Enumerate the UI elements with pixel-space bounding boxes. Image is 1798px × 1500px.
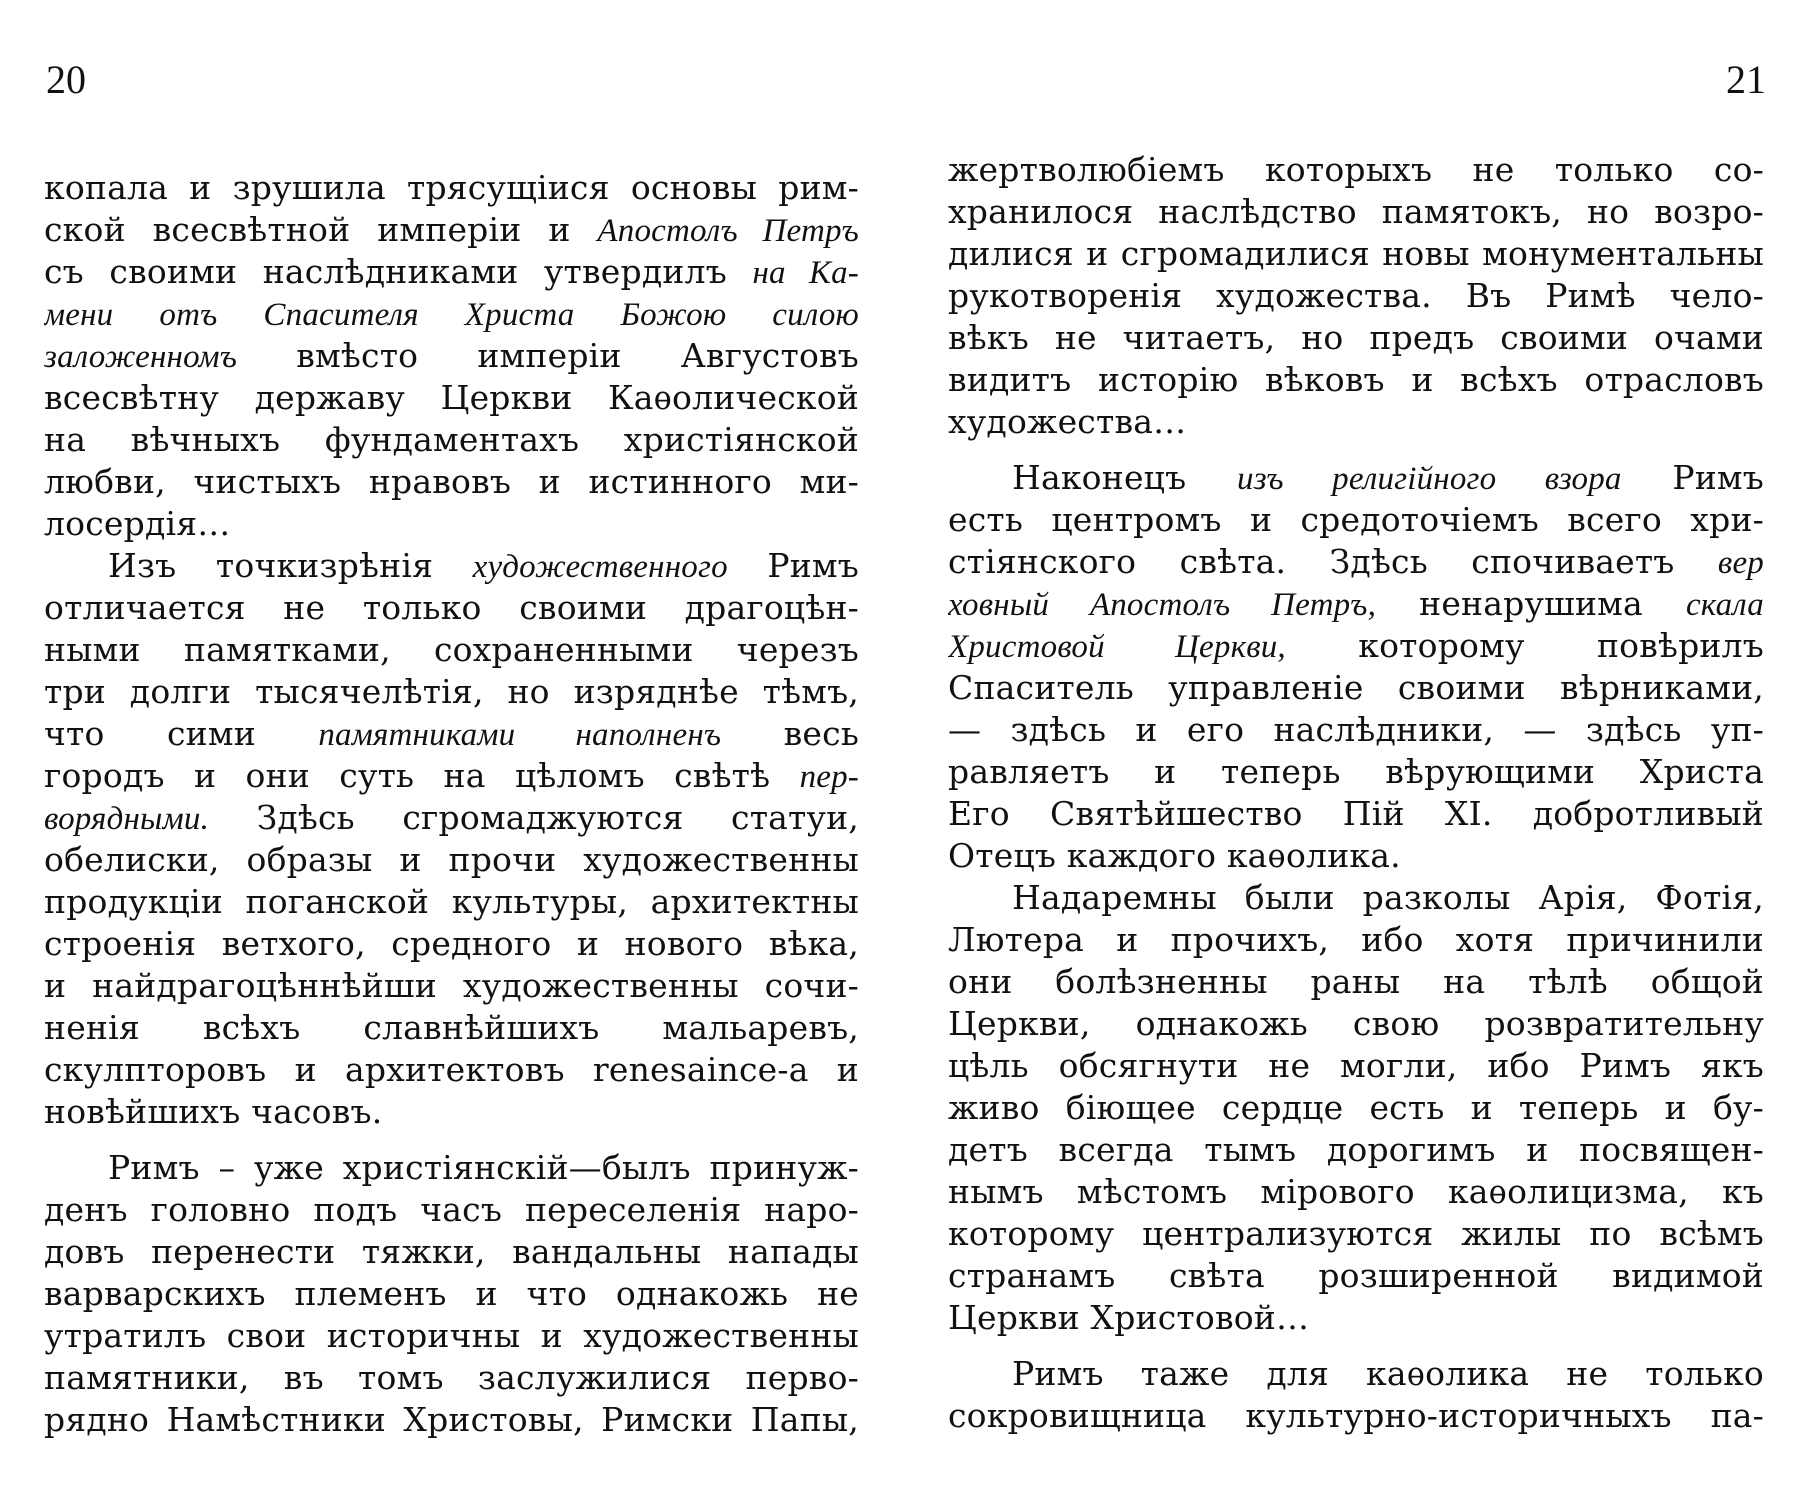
page-number-left: 20	[46, 57, 86, 102]
line-text: варварскихъ племенъ и что однакожь не	[44, 1274, 859, 1313]
text-line	[948, 1045, 1764, 1087]
line-text: новѣйшихъ часовъ.	[44, 1092, 383, 1131]
line-text: на вѣчныхъ фундаментахъ христіянской	[44, 420, 859, 459]
line-text: съ своими наслѣдниками утвердилъ	[44, 252, 753, 291]
line-text: три долги тысячелѣтія, но изряднѣе тѣмъ,	[44, 672, 859, 711]
text-line	[948, 583, 1764, 625]
line-text: лосердія…	[44, 504, 231, 543]
text-line	[44, 587, 859, 629]
italic-text: памятниками наполненъ	[318, 717, 722, 753]
page-number-right: 21	[1726, 57, 1766, 102]
line-text: Наконецъ	[1012, 458, 1237, 497]
text-line	[948, 1003, 1764, 1045]
text-line	[44, 1231, 859, 1273]
line-text: Римъ – уже христіянскій—былъ принуж-	[108, 1148, 859, 1187]
italic-text: ворядными.	[44, 801, 210, 837]
line-text: сокровищница культурно-историчныхъ па-	[948, 1396, 1764, 1435]
text-line	[948, 149, 1764, 191]
line-text: денъ головно подъ часъ переселенія наро-	[44, 1190, 859, 1229]
text-line	[44, 377, 859, 419]
text-line	[44, 167, 859, 209]
text-line	[948, 1087, 1764, 1129]
line-text: вмѣсто имперіи Августовъ	[237, 336, 859, 375]
line-text: Надаремны были разколы Арія, Фотія,	[1012, 878, 1764, 917]
line-text: довъ перенести тяжки, вандальны напады	[44, 1232, 859, 1271]
text-line	[948, 275, 1764, 317]
text-line	[44, 1091, 859, 1133]
italic-text: художественного	[472, 549, 728, 585]
line-text: Его Святѣйшество Пій XI. добротливый	[948, 794, 1764, 833]
text-line	[44, 1315, 859, 1357]
text-line	[44, 335, 859, 377]
line-text: продукціи поганской культуры, архитектны	[44, 882, 859, 921]
text-line	[44, 419, 859, 461]
italic-text: Апостолъ Петръ	[597, 213, 859, 249]
text-line	[948, 191, 1764, 233]
line-text: которому централизуются жилы по всѣмъ	[948, 1214, 1764, 1253]
line-text: ными памятками, сохраненными черезъ	[44, 630, 859, 669]
line-text: видитъ исторію вѣковъ и всѣхъ отрасловъ	[948, 360, 1764, 399]
line-text: нымъ мѣстомъ мірового каѳолицизма, къ	[948, 1172, 1764, 1211]
text-line	[948, 317, 1764, 359]
line-text: Изъ точкизрѣнія	[108, 546, 473, 585]
text-line	[948, 1171, 1764, 1213]
text-line	[44, 755, 859, 797]
text-line	[44, 1189, 859, 1231]
line-text: рядно Намѣстники Христовы, Римски Папы,	[44, 1400, 859, 1439]
line-text: вѣкъ не читаетъ, но предъ своими очами	[948, 318, 1764, 357]
line-text: Церкви, однакожь свою розвратительну	[948, 1004, 1764, 1043]
line-text: стіянского свѣта. Здѣсь спочиваетъ	[948, 542, 1718, 581]
text-line	[44, 461, 859, 503]
line-text: копала и зрушила трясущіися основы рим-	[44, 168, 859, 207]
text-line	[948, 877, 1764, 919]
italic-text: вер	[1717, 545, 1764, 581]
line-text: жертволюбіемъ которыхъ не только со-	[948, 150, 1764, 189]
text-line	[948, 499, 1764, 541]
line-text: ненія всѣхъ славнѣйшихъ мальаревъ,	[44, 1008, 859, 1047]
line-text: весь	[721, 714, 859, 753]
line-text: скулпторовъ и архитектовъ renesaince-а и	[44, 1050, 859, 1089]
line-text: живо біющее сердце есть и теперь и бу-	[948, 1088, 1764, 1127]
text-line	[44, 1399, 859, 1441]
text-line	[948, 919, 1764, 961]
line-text: равляетъ и теперь вѣрующими Христа	[948, 752, 1764, 791]
line-text: отличается не только своими драгоцѣн-	[44, 588, 859, 627]
left-page-text	[44, 167, 859, 1441]
italic-text: заложенномъ	[44, 339, 238, 375]
text-line	[44, 1357, 859, 1399]
line-text: рукотворенія художества. Въ Римѣ чело-	[948, 276, 1764, 315]
text-line	[948, 1353, 1764, 1395]
text-line	[948, 625, 1764, 667]
line-text: Лютера и прочихъ, ибо хотя причинили	[948, 920, 1764, 959]
line-text: ненарушима	[1376, 584, 1686, 623]
line-text: Римъ таже для каѳолика не только	[1012, 1354, 1764, 1393]
text-line	[948, 541, 1764, 583]
text-line	[948, 1255, 1764, 1297]
text-line	[948, 1297, 1764, 1339]
line-text: художества…	[948, 402, 1187, 441]
line-text: хранилося наслѣдство памятокъ, но возро-	[948, 192, 1764, 231]
text-line	[44, 629, 859, 671]
text-line	[44, 713, 859, 755]
line-text: любви, чистыхъ нравовъ и истинного ми-	[44, 462, 859, 501]
text-line	[948, 793, 1764, 835]
line-text: Римъ	[727, 546, 859, 585]
text-line	[948, 751, 1764, 793]
line-text: всесвѣтну державу Церкви Каѳолической	[44, 378, 859, 417]
text-line	[44, 881, 859, 923]
text-line	[948, 1213, 1764, 1255]
text-line	[44, 671, 859, 713]
line-text: ской всесвѣтной имперіи и	[44, 210, 598, 249]
line-text: Отецъ каждого каѳолика.	[948, 836, 1401, 875]
text-line	[948, 667, 1764, 709]
text-line	[948, 1129, 1764, 1171]
line-text: Церкви Христовой…	[948, 1298, 1310, 1337]
text-line	[44, 923, 859, 965]
line-text: дилися и сгромадилися новы монументальны	[948, 234, 1764, 273]
text-line	[44, 209, 859, 251]
line-text: детъ всегда тымъ дорогимъ и посвящен-	[948, 1130, 1764, 1169]
text-line	[948, 359, 1764, 401]
text-line	[44, 965, 859, 1007]
line-text: Здѣсь сгромаджуются статуи,	[209, 798, 859, 837]
italic-text: изъ религійного взора	[1237, 461, 1622, 497]
text-line	[44, 251, 859, 293]
line-text: что сими	[44, 714, 319, 753]
line-text: и найдрагоцѣннѣйши художественны сочи-	[44, 966, 859, 1005]
text-line	[948, 233, 1764, 275]
italic-text: мени отъ Спасителя Христа Божою силою	[44, 297, 859, 333]
line-text: странамъ свѣта розширенной видимой	[948, 1256, 1764, 1295]
text-line	[948, 961, 1764, 1003]
italic-text: скала	[1685, 587, 1764, 623]
right-page-text	[948, 149, 1764, 1437]
text-line	[948, 1395, 1764, 1437]
line-text: утратилъ свои историчны и художественны	[44, 1316, 859, 1355]
text-line	[44, 1049, 859, 1091]
text-line	[948, 835, 1764, 877]
text-line	[44, 503, 859, 545]
text-line	[44, 839, 859, 881]
line-text: цѣль обсягнути не могли, ибо Римъ якъ	[948, 1046, 1764, 1085]
line-text: Римъ	[1621, 458, 1764, 497]
text-line	[948, 401, 1764, 443]
line-text: есть центромъ и средоточіемъ всего хри-	[948, 500, 1764, 539]
line-text: Спаситель управленіе своими вѣрниками,	[948, 668, 1764, 707]
line-text: строенія ветхого, средного и нового вѣка,	[44, 924, 859, 963]
text-line	[44, 1007, 859, 1049]
text-line	[44, 797, 859, 839]
italic-text: Христовой Церкви,	[948, 629, 1286, 665]
text-line	[44, 1273, 859, 1315]
text-line	[948, 457, 1764, 499]
line-text: они болѣзненны раны на тѣлѣ общой	[948, 962, 1764, 1001]
text-line	[44, 1147, 859, 1189]
text-line	[44, 545, 859, 587]
line-text: памятники, въ томъ заслужилися перво-	[44, 1358, 859, 1397]
italic-text: пер-	[799, 759, 859, 795]
text-line	[948, 709, 1764, 751]
italic-text: ховный Апостолъ Петръ,	[948, 587, 1377, 623]
line-text: — здѣсь и его наслѣдники, — здѣсь уп-	[948, 710, 1764, 749]
line-text: городъ и они суть на цѣломъ свѣтѣ	[44, 756, 800, 795]
italic-text: на Ка-	[752, 255, 859, 291]
line-text: которому повѣрилъ	[1285, 626, 1764, 665]
text-line	[44, 293, 859, 335]
line-text: обелиски, образы и прочи художественны	[44, 840, 859, 879]
